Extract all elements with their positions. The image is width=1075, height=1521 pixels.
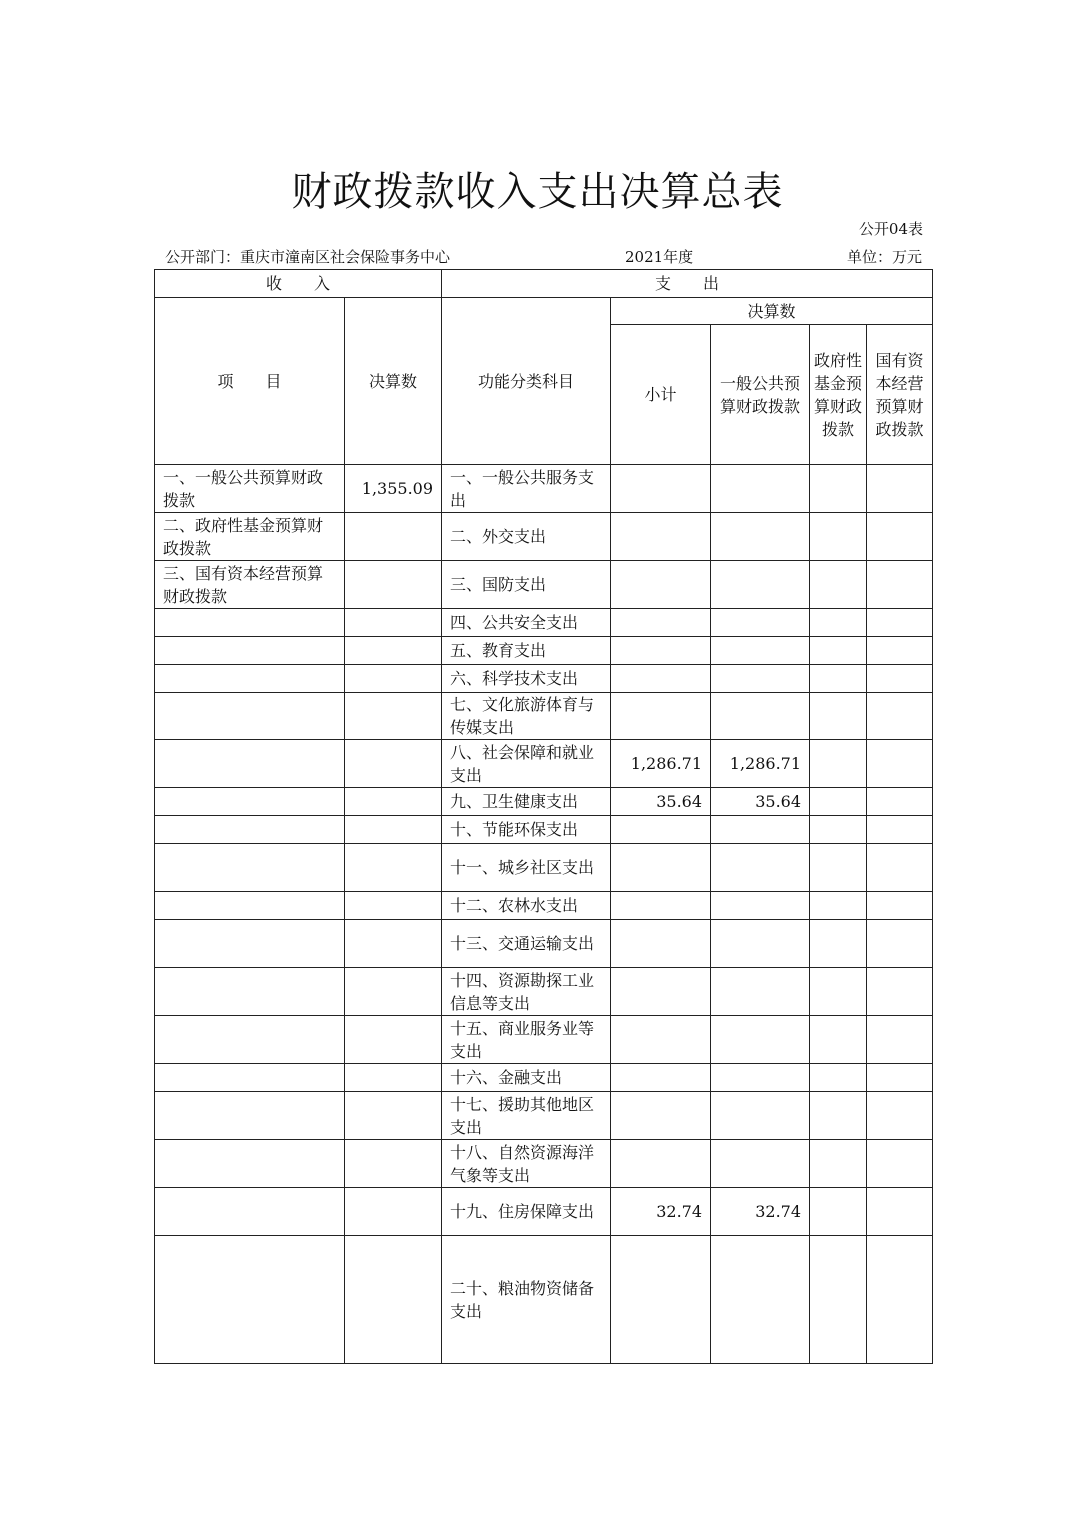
income-item-cell (155, 740, 345, 788)
item-header: 项 目 (155, 298, 345, 465)
meta-line (165, 246, 922, 266)
state-capital-cell (867, 513, 933, 561)
gov-fund-cell (810, 844, 867, 892)
income-item-cell (155, 665, 345, 693)
table-row (155, 1016, 933, 1064)
state-capital-cell (867, 665, 933, 693)
function-subject-cell: 十七、援助其他地区支出 (442, 1092, 611, 1140)
function-subject-cell: 三、国防支出 (442, 561, 611, 609)
general-budget-cell (711, 1016, 810, 1064)
general-budget-cell: 35.64 (711, 788, 810, 816)
form-code: 公开04表 (858, 220, 923, 238)
subtotal-header: 小计 (611, 325, 711, 465)
function-subject-cell: 九、卫生健康支出 (442, 788, 611, 816)
function-subject-cell: 十六、金融支出 (442, 1064, 611, 1092)
general-budget-cell (711, 1236, 810, 1364)
subtotal-cell (611, 609, 711, 637)
income-header: 收 入 (155, 270, 442, 298)
table-row (155, 561, 933, 609)
subtotal-cell (611, 920, 711, 968)
state-capital-cell (867, 968, 933, 1016)
gov-fund-cell (810, 968, 867, 1016)
state-capital-cell (867, 637, 933, 665)
gov-fund-cell (810, 561, 867, 609)
table-row (155, 968, 933, 1016)
subtotal-cell: 35.64 (611, 788, 711, 816)
table-row (155, 892, 933, 920)
table-body (155, 465, 933, 1364)
income-item-cell (155, 1236, 345, 1364)
gov-fund-cell (810, 513, 867, 561)
function-subject-cell: 五、教育支出 (442, 637, 611, 665)
gov-fund-cell (810, 1236, 867, 1364)
income-item-cell (155, 1188, 345, 1236)
income-item-cell (155, 609, 345, 637)
gov-fund-cell (810, 1188, 867, 1236)
income-amount-cell (345, 1140, 442, 1188)
function-subject-cell: 一、一般公共服务支出 (442, 465, 611, 513)
income-item-cell: 一、一般公共预算财政拨款 (155, 465, 345, 513)
gov-fund-cell (810, 1016, 867, 1064)
table-row (155, 637, 933, 665)
subtotal-cell (611, 844, 711, 892)
income-item-cell (155, 892, 345, 920)
gov-fund-cell (810, 892, 867, 920)
page-title: 财政拨款收入支出决算总表 (291, 169, 784, 215)
subtotal-cell (611, 465, 711, 513)
amount-header: 决算数 (345, 298, 442, 465)
state-capital-cell (867, 561, 933, 609)
function-subject-cell: 七、文化旅游体育与传媒支出 (442, 693, 611, 740)
state-capital-cell (867, 465, 933, 513)
gov-fund-cell (810, 920, 867, 968)
income-amount-cell (345, 844, 442, 892)
income-item-cell (155, 1016, 345, 1064)
table-row (155, 844, 933, 892)
income-item-cell: 三、国有资本经营预算财政拨款 (155, 561, 345, 609)
state-capital-cell (867, 844, 933, 892)
subtotal-cell (611, 665, 711, 693)
income-amount-cell (345, 1016, 442, 1064)
gov-fund-cell (810, 1092, 867, 1140)
state-capital-cell (867, 1064, 933, 1092)
function-subject-cell: 十九、住房保障支出 (442, 1188, 611, 1236)
income-amount-cell (345, 609, 442, 637)
function-subject-cell: 八、社会保障和就业支出 (442, 740, 611, 788)
gov-fund-cell (810, 788, 867, 816)
gov-fund-cell (810, 1064, 867, 1092)
gov-fund-cell (810, 1140, 867, 1188)
budget-table (154, 269, 933, 1364)
income-item-cell (155, 844, 345, 892)
income-amount-cell: 1,355.09 (345, 465, 442, 513)
function-subject-cell: 十二、农林水支出 (442, 892, 611, 920)
income-amount-cell (345, 740, 442, 788)
gov-fund-header: 政府性基金预算财政拨款 (810, 325, 867, 465)
general-budget-cell (711, 892, 810, 920)
function-subject-cell: 十五、商业服务业等支出 (442, 1016, 611, 1064)
function-subject-cell: 二、外交支出 (442, 513, 611, 561)
table-row (155, 665, 933, 693)
function-subject-cell: 二十、粮油物资储备支出 (442, 1236, 611, 1364)
final-amount-header: 决算数 (611, 298, 933, 325)
income-amount-cell (345, 561, 442, 609)
table-row (155, 920, 933, 968)
general-budget-cell (711, 561, 810, 609)
gov-fund-cell (810, 693, 867, 740)
income-item-cell (155, 693, 345, 740)
income-amount-cell (345, 816, 442, 844)
general-budget-cell (711, 665, 810, 693)
table-row (155, 609, 933, 637)
state-capital-cell (867, 1140, 933, 1188)
subtotal-cell (611, 1140, 711, 1188)
subtotal-cell (611, 561, 711, 609)
general-budget-cell: 32.74 (711, 1188, 810, 1236)
expense-header: 支 出 (442, 270, 933, 298)
subtotal-cell (611, 968, 711, 1016)
function-subject-cell: 十四、资源勘探工业信息等支出 (442, 968, 611, 1016)
income-item-cell (155, 816, 345, 844)
function-subject-cell: 十、节能环保支出 (442, 816, 611, 844)
income-item-cell (155, 1140, 345, 1188)
gov-fund-cell (810, 609, 867, 637)
gov-fund-cell (810, 665, 867, 693)
table-row (155, 1092, 933, 1140)
general-budget-cell (711, 844, 810, 892)
general-budget-cell: 1,286.71 (711, 740, 810, 788)
state-capital-cell (867, 740, 933, 788)
subtotal-cell (611, 513, 711, 561)
table-row (155, 816, 933, 844)
general-budget-cell (711, 609, 810, 637)
state-capital-header: 国有资本经营预算财政拨款 (867, 325, 933, 465)
income-item-cell: 二、政府性基金预算财政拨款 (155, 513, 345, 561)
state-capital-cell (867, 609, 933, 637)
income-amount-cell (345, 1188, 442, 1236)
table-row (155, 1236, 933, 1364)
year-label: 2021年度 (625, 248, 694, 266)
income-amount-cell (345, 892, 442, 920)
general-budget-header: 一般公共预算财政拨款 (711, 325, 810, 465)
table-row (155, 1140, 933, 1188)
subtotal-cell: 1,286.71 (611, 740, 711, 788)
gov-fund-cell (810, 740, 867, 788)
general-budget-cell (711, 816, 810, 844)
state-capital-cell (867, 693, 933, 740)
general-budget-cell (711, 1140, 810, 1188)
gov-fund-cell (810, 465, 867, 513)
function-subject-cell: 四、公共安全支出 (442, 609, 611, 637)
unit-label: 单位：万元 (846, 248, 922, 266)
state-capital-cell (867, 1092, 933, 1140)
table-row (155, 513, 933, 561)
income-item-cell (155, 1064, 345, 1092)
income-amount-cell (345, 968, 442, 1016)
state-capital-cell (867, 892, 933, 920)
income-item-cell (155, 920, 345, 968)
function-subject-cell: 十三、交通运输支出 (442, 920, 611, 968)
function-subject-cell: 六、科学技术支出 (442, 665, 611, 693)
state-capital-cell (867, 1016, 933, 1064)
state-capital-cell (867, 920, 933, 968)
income-amount-cell (345, 637, 442, 665)
income-item-cell (155, 1092, 345, 1140)
subtotal-cell: 32.74 (611, 1188, 711, 1236)
subtotal-cell (611, 1092, 711, 1140)
income-amount-cell (345, 665, 442, 693)
subtotal-cell (611, 637, 711, 665)
income-amount-cell (345, 920, 442, 968)
income-amount-cell (345, 1236, 442, 1364)
table-row (155, 693, 933, 740)
state-capital-cell (867, 788, 933, 816)
gov-fund-cell (810, 816, 867, 844)
general-budget-cell (711, 637, 810, 665)
table-row (155, 465, 933, 513)
state-capital-cell (867, 816, 933, 844)
subtotal-cell (611, 1236, 711, 1364)
subtotal-cell (611, 1016, 711, 1064)
function-subject-cell: 十八、自然资源海洋气象等支出 (442, 1140, 611, 1188)
income-amount-cell (345, 788, 442, 816)
gov-fund-cell (810, 637, 867, 665)
general-budget-cell (711, 1092, 810, 1140)
income-item-cell (155, 637, 345, 665)
general-budget-cell (711, 693, 810, 740)
general-budget-cell (711, 1064, 810, 1092)
income-item-cell (155, 788, 345, 816)
subtotal-cell (611, 816, 711, 844)
function-subject-cell: 十一、城乡社区支出 (442, 844, 611, 892)
general-budget-cell (711, 513, 810, 561)
general-budget-cell (711, 968, 810, 1016)
subtotal-cell (611, 892, 711, 920)
income-item-cell (155, 968, 345, 1016)
function-subject-header: 功能分类科目 (442, 298, 611, 465)
table-row (155, 1188, 933, 1236)
subtotal-cell (611, 693, 711, 740)
state-capital-cell (867, 1236, 933, 1364)
table-row (155, 740, 933, 788)
department-label: 公开部门：重庆市潼南区社会保险事务中心 (165, 248, 451, 266)
general-budget-cell (711, 465, 810, 513)
table-row (155, 1064, 933, 1092)
income-amount-cell (345, 1092, 442, 1140)
income-amount-cell (345, 513, 442, 561)
state-capital-cell (867, 1188, 933, 1236)
table-row (155, 788, 933, 816)
income-amount-cell (345, 693, 442, 740)
general-budget-cell (711, 920, 810, 968)
subtotal-cell (611, 1064, 711, 1092)
income-amount-cell (345, 1064, 442, 1092)
